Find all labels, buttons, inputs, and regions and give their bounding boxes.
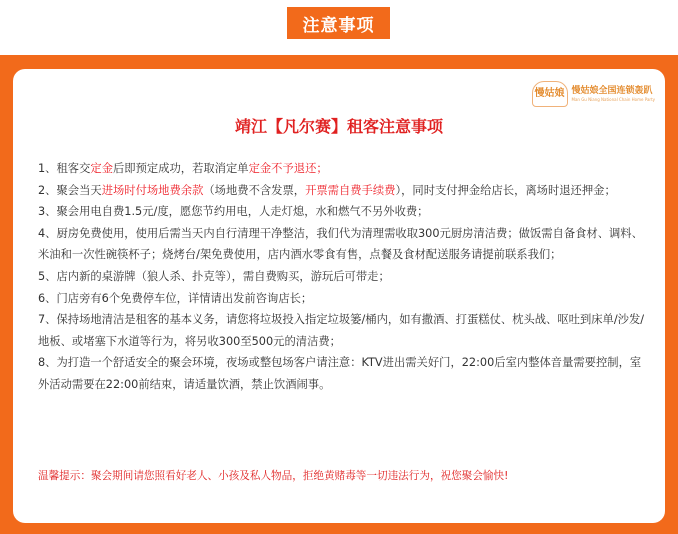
rule-text: 6、门店旁有6个免费停车位，详情请出发前咨询店长； bbox=[38, 291, 313, 305]
brand-subtitle: Man Gu Niang National Chain Home Party bbox=[571, 96, 655, 102]
brand-logo bbox=[532, 81, 656, 107]
brand-name: 慢姑娘全国连锁轰趴 bbox=[571, 85, 653, 96]
rule-item bbox=[38, 223, 651, 266]
rules-list bbox=[38, 158, 651, 396]
rule-text: 后即预定成功，若取消定单 bbox=[113, 162, 249, 175]
rule-highlight: 定金 bbox=[90, 162, 113, 175]
rule-item bbox=[38, 352, 651, 395]
rule-text: 8、为打造一个舒适安全的聚会环境，夜场或整包场客户请注意：KTV进出需关好门，22:00后室内整体音量需要控制，室外活动需要在22:00前结束，请适量饮酒，禁止饮酒闹事。 bbox=[38, 356, 642, 391]
rule-text: 5、店内新的桌游牌（狼人杀、扑克等），需自费购买，游玩后可带走； bbox=[38, 269, 390, 283]
rule-text: 7、保持场地清洁是租客的基本义务，请您将垃圾投入指定垃圾篓/桶内，如有撒酒、打蛋糕仗、枕头战、呕吐到床单/沙发/地板、或堵塞下水道等行为，将另收300至500元的清洁费； bbox=[38, 313, 645, 348]
rule-item bbox=[38, 201, 651, 223]
brand-mark-icon: 慢姑娘 bbox=[532, 81, 568, 107]
rule-item bbox=[38, 180, 651, 202]
header-tab: 注意事项 bbox=[287, 7, 390, 39]
rule-item bbox=[38, 158, 651, 180]
brand-text bbox=[572, 86, 656, 103]
rule-text: （场地费不含发票， bbox=[203, 183, 306, 197]
rule-item bbox=[38, 266, 651, 288]
rule-item bbox=[38, 288, 651, 310]
notice-card bbox=[13, 69, 665, 523]
rule-text: 1、租客交 bbox=[38, 162, 91, 175]
rule-text: 3、聚会用电自费1.5元/度，愿您节约用电，人走灯熄，水和燃气不另外收费； bbox=[38, 205, 429, 219]
rule-item bbox=[38, 309, 651, 352]
rule-text: ），同时支付押金给店长，离场时退还押金； bbox=[395, 183, 616, 197]
rule-highlight: 开票需自费手续费 bbox=[305, 183, 396, 197]
rule-text: 4、厨房免费使用，使用后需当天内自行清理干净整洁，我们代为清理需收取300元厨房清洁费；做饭需自备食材、调料、米油和一次性碗筷杯子；烧烤台/架免费使用，店内酒水零食有售，点餐及食材配送服务请提前联系我们； bbox=[38, 226, 643, 262]
rule-highlight: 定金不予退还； bbox=[248, 162, 328, 175]
rule-highlight: 进场时付场地费余款 bbox=[101, 183, 204, 197]
rule-text: 2、聚会当天 bbox=[38, 183, 102, 197]
document-title: 靖江【凡尔赛】租客注意事项 bbox=[234, 117, 443, 136]
warm-tip: 温馨提示：聚会期间请您照看好老人、小孩及私人物品，拒绝黄赌毒等一切违法行为，祝您聚会愉快! bbox=[38, 470, 509, 482]
